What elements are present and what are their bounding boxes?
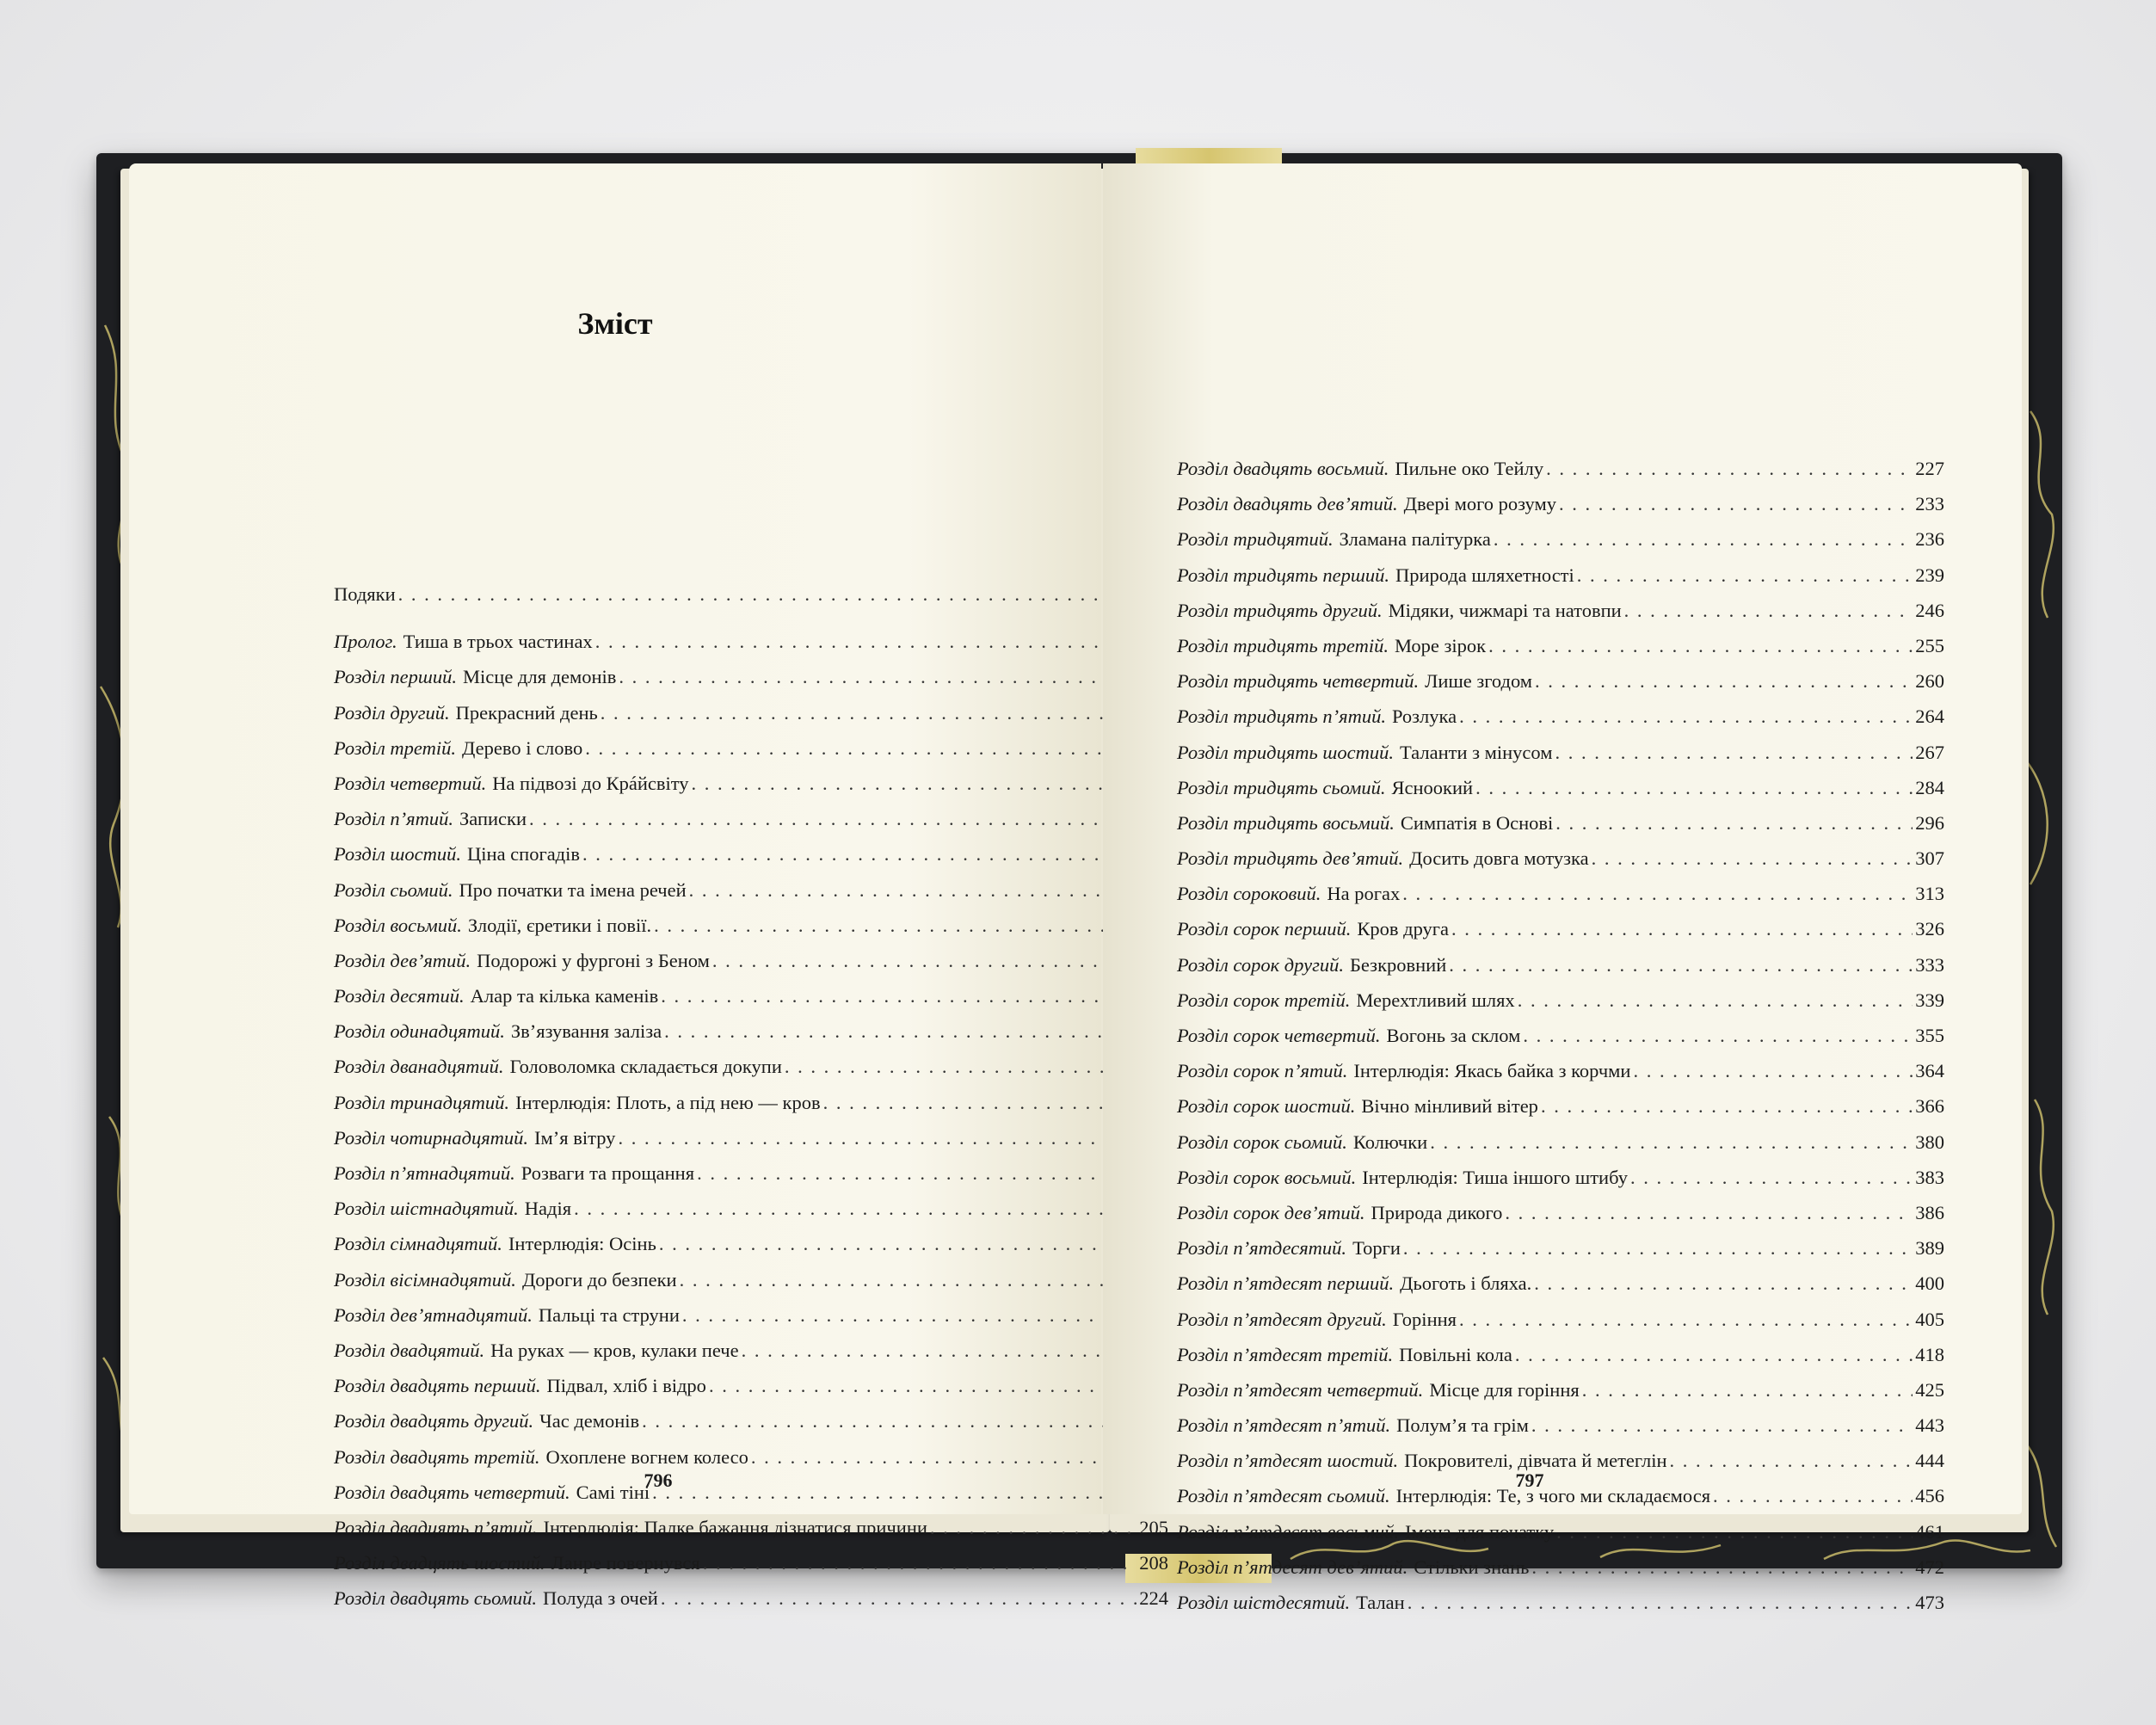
toc-entry-leader xyxy=(642,1403,1137,1439)
toc-entry-page: 405 xyxy=(1915,1308,1944,1330)
toc-entry-title: Безкровний xyxy=(1350,953,1447,976)
toc-entry-title: Покровителі, дівчата й метеглін xyxy=(1404,1450,1667,1472)
toc-entry-title: Дерево і слово xyxy=(462,736,583,759)
toc-entry xyxy=(334,908,1168,943)
toc-entry xyxy=(334,1226,1168,1261)
toc-entry-title: Час демонів xyxy=(539,1410,640,1432)
toc-entry xyxy=(334,872,1168,908)
toc-entry-title: Пальці та струни xyxy=(538,1303,680,1326)
toc-entry-prefix: Розділ тридцять восьмий. xyxy=(1177,811,1395,834)
toc-entry xyxy=(1177,805,1944,841)
toc-entry-title: Інтерлюдія: Плоть, а під нею — кров xyxy=(515,1091,821,1113)
toc-entry-leader xyxy=(1541,1088,1913,1124)
toc-entry-prefix: Розділ восьмий. xyxy=(334,914,462,936)
toc-entry-page: 267 xyxy=(1915,741,1944,763)
toc-entry-title: Дороги до безпеки xyxy=(521,1268,677,1291)
toc-entry-page: 233 xyxy=(1915,493,1944,515)
toc-entry-page: 296 xyxy=(1915,811,1944,834)
toc-entry xyxy=(334,1545,1168,1580)
toc-entry-title: Симпатія в Основі xyxy=(1400,811,1554,834)
toc-entry-prefix: Розділ п’ятдесятий. xyxy=(1177,1237,1347,1260)
toc-entry-title: Розлука xyxy=(1391,705,1457,728)
toc-entry-title: Пильне око Тейлу xyxy=(1395,458,1544,479)
toc-entry-leader xyxy=(1505,1195,1913,1230)
toc-entry-prefix: Пролог. xyxy=(334,631,397,653)
toc-entry-prefix: Розділ двадцять шостий. xyxy=(334,1552,545,1574)
toc-entry-title: Дьоготь і бляха. xyxy=(1400,1272,1532,1295)
toc-entry-title: Двері мого розуму xyxy=(1403,493,1556,515)
toc-entry-leader xyxy=(582,836,1147,872)
toc-entry-prefix: Розділ двадцять дев’ятий. xyxy=(1177,493,1398,515)
toc-entry-page: 339 xyxy=(1915,989,1944,1011)
toc-entry-leader xyxy=(1408,1585,1913,1620)
toc-entry-leader xyxy=(664,1013,1146,1049)
toc-entry-prefix: Розділ третій. xyxy=(334,736,456,759)
toc-entry-title: Мерехтливий шлях xyxy=(1356,989,1515,1011)
toc-entry-leader xyxy=(1556,1514,1913,1549)
toc-entry-title: Кров друга xyxy=(1357,918,1449,940)
toc-entry-leader xyxy=(1488,628,1913,663)
toc-entry-title: Розваги та прощання xyxy=(521,1162,695,1184)
toc-entry xyxy=(1177,1514,1944,1549)
toc-entry-prefix: Розділ сорок третій. xyxy=(1177,989,1351,1011)
toc-entry-page: 425 xyxy=(1915,1378,1944,1401)
toc-entry-leader xyxy=(1555,735,1913,770)
toc-entry-title: Полум’я та грім xyxy=(1396,1414,1529,1437)
toc-entry xyxy=(1177,628,1944,663)
toc-entry-title: Повільні кола xyxy=(1399,1343,1512,1365)
toc-entry-title: Подяки xyxy=(334,583,396,605)
toc-entry-leader xyxy=(1430,1124,1913,1160)
toc-entry xyxy=(334,659,1168,694)
toc-entry-page: 333 xyxy=(1915,953,1944,976)
toc-entry-leader xyxy=(1534,1266,1913,1301)
toc-entry-page: 205 xyxy=(1139,1516,1168,1538)
toc-entry-title: Талан xyxy=(1356,1592,1405,1613)
toc-entry-leader xyxy=(1515,1337,1913,1372)
toc-entry-page: 443 xyxy=(1915,1414,1944,1437)
toc-entry xyxy=(1177,1053,1944,1088)
toc-entry-page: 264 xyxy=(1915,705,1944,728)
toc-entry-leader xyxy=(682,1297,1137,1333)
toc-entry-title: На руках — кров, кулаки пече xyxy=(490,1339,739,1361)
toc-entry xyxy=(1177,983,1944,1018)
toc-entry-page: 456 xyxy=(1915,1485,1944,1507)
toc-entry xyxy=(334,624,1168,659)
toc-entry-prefix: Розділ сорок шостий. xyxy=(1177,1095,1356,1118)
toc-entry xyxy=(1177,1408,1944,1443)
toc-entry-prefix: Розділ сорок другий. xyxy=(1177,953,1344,976)
toc-entry-leader xyxy=(574,1191,1137,1226)
toc-entry-title: Тиша в трьох частинах xyxy=(403,631,593,653)
toc-entry xyxy=(334,1049,1168,1084)
toc-entry-title: Вічно мінливий вітер xyxy=(1361,1095,1538,1118)
toc-entry-leader xyxy=(1531,1408,1913,1443)
toc-entry-title: Лише згодом xyxy=(1425,670,1533,693)
toc-entry-prefix: Розділ двадцять другий. xyxy=(334,1410,534,1432)
toc-entry xyxy=(1177,521,1944,557)
toc-entry xyxy=(1177,558,1944,593)
toc-entry-leader xyxy=(1670,1443,1913,1478)
toc-entry xyxy=(334,943,1168,978)
toc-entry-page: 284 xyxy=(1915,776,1944,798)
toc-entry-title: Ланре повернувся xyxy=(551,1552,700,1574)
toc-entry-page: 236 xyxy=(1915,528,1944,551)
toc-entry xyxy=(1177,451,1944,486)
toc-entry-leader xyxy=(785,1049,1137,1084)
toc-entry xyxy=(1177,1195,1944,1230)
toc-entry-leader xyxy=(652,1475,1137,1510)
toc-entry-page: 355 xyxy=(1915,1025,1944,1046)
toc-entry xyxy=(1177,1337,1944,1372)
toc-entry-prefix: Розділ одинадцятий. xyxy=(334,1020,505,1043)
toc-entry-leader xyxy=(1546,451,1913,486)
toc-entry-title: Інтерлюдія: Палке бажання дізнатися причини xyxy=(543,1516,927,1538)
toc-list-right xyxy=(1177,451,1944,1620)
toc-entry xyxy=(1177,735,1944,770)
left-page xyxy=(129,163,1168,1610)
toc-entry-leader xyxy=(1494,521,1913,557)
toc-entry-prefix: Розділ шістнадцятий. xyxy=(334,1198,519,1220)
toc-entry-leader xyxy=(1630,1160,1913,1195)
toc-entry xyxy=(334,801,1168,836)
toc-entry-leader xyxy=(529,801,1146,836)
toc-entry xyxy=(334,1155,1168,1191)
toc-entry xyxy=(1177,1088,1944,1124)
toc-entry xyxy=(334,1368,1168,1403)
toc-entry-page: 380 xyxy=(1915,1130,1944,1153)
toc-entry-leader xyxy=(742,1333,1137,1368)
toc-entry xyxy=(1177,1585,1944,1620)
toc-entry-leader xyxy=(1531,1549,1913,1585)
toc-entry-prefix: Розділ перший. xyxy=(334,666,458,688)
toc-entry-leader xyxy=(692,766,1147,801)
toc-entry-prefix: Розділ сімнадцятий. xyxy=(334,1233,502,1255)
toc-entry xyxy=(1177,663,1944,699)
toc-entry-prefix: Розділ другий. xyxy=(334,701,450,724)
toc-entry xyxy=(334,1085,1168,1120)
toc-entry-leader xyxy=(1559,486,1913,521)
toc-entry-prefix: Розділ п’ятдесят дев’ятий. xyxy=(1177,1556,1408,1578)
toc-list-left xyxy=(334,576,1168,1616)
toc-entry-leader xyxy=(398,576,1156,612)
toc-entry-prefix: Розділ десятий. xyxy=(334,985,465,1007)
toc-entry-prefix: Розділ п’ятдесят другий. xyxy=(1177,1308,1387,1330)
toc-entry-leader xyxy=(618,1120,1137,1155)
toc-entry-leader xyxy=(1475,770,1913,805)
toc-entry xyxy=(1177,1549,1944,1585)
toc-entry-leader xyxy=(1582,1372,1913,1408)
toc-entry xyxy=(334,1510,1168,1545)
toc-entry-prefix: Розділ сорок четвертий. xyxy=(1177,1025,1381,1046)
toc-entry-prefix: Розділ тридцять дев’ятий. xyxy=(1177,847,1404,870)
toc-entry-prefix: Розділ тридцять п’ятий. xyxy=(1177,705,1386,728)
toc-entry xyxy=(1177,1018,1944,1053)
toc-entry-title: Таланти з мінусом xyxy=(1399,741,1553,763)
toc-entry-prefix: Розділ сороковий. xyxy=(1177,883,1321,905)
toc-entry-page: 307 xyxy=(1915,847,1944,870)
toc-entry-leader xyxy=(1535,663,1913,699)
toc-entry-page: 386 xyxy=(1915,1201,1944,1223)
toc-entry-prefix: Розділ дванадцятий. xyxy=(334,1056,504,1078)
toc-entry-title: Ціна спогадів xyxy=(467,843,580,866)
toc-entry-title: Надія xyxy=(524,1198,572,1220)
toc-entry-prefix: Розділ дев’ятнадцятий. xyxy=(334,1303,533,1326)
toc-entry-leader xyxy=(1402,876,1913,911)
toc-entry-prefix: Розділ тридцять перший. xyxy=(1177,564,1389,586)
toc-entry-title: Зв’язування заліза xyxy=(510,1020,662,1043)
toc-entry xyxy=(1177,593,1944,628)
toc-entry-prefix: Розділ вісімнадцятий. xyxy=(334,1268,516,1291)
toc-entry-prefix: Розділ п’ятдесят перший. xyxy=(1177,1272,1395,1295)
toc-entry-prefix: Розділ двадцять п’ятий. xyxy=(334,1516,538,1538)
toc-entry-title: Вогонь за склом xyxy=(1386,1025,1521,1046)
toc-entry-leader xyxy=(1624,593,1913,628)
toc-entry-prefix: Розділ двадцять третій. xyxy=(334,1445,540,1468)
toc-entry-title: Мідяки, чижмарі та натовпи xyxy=(1388,599,1622,621)
toc-entry-title: Зламана палітурка xyxy=(1339,528,1491,551)
toc-entry-title: Ім’я вітру xyxy=(534,1126,616,1149)
toc-entry-prefix: Розділ п’ятдесят шостий. xyxy=(1177,1450,1399,1472)
toc-entry xyxy=(1177,1124,1944,1160)
toc-entry xyxy=(334,1262,1168,1297)
toc-entry-title: Горіння xyxy=(1392,1308,1457,1330)
toc-entry-prefix: Розділ двадцять сьомий. xyxy=(334,1587,537,1610)
toc-entry xyxy=(1177,1266,1944,1301)
toc-entry-leader xyxy=(1555,805,1913,841)
toc-entry xyxy=(1177,1372,1944,1408)
toc-entry xyxy=(1177,770,1944,805)
toc-entry-leader xyxy=(585,730,1146,766)
toc-entry-prefix: Розділ двадцятий. xyxy=(334,1339,485,1361)
toc-entry-title: Інтерлюдія: Тиша іншого штибу xyxy=(1362,1166,1628,1188)
toc-entry-leader xyxy=(595,624,1148,659)
toc-entry-title: Місце для демонів xyxy=(463,666,617,688)
toc-entry-leader xyxy=(1523,1018,1913,1053)
toc-entry xyxy=(334,1297,1168,1333)
toc-entry-title: Самі тіні xyxy=(576,1481,650,1503)
toc-entry-prefix: Розділ сорок перший. xyxy=(1177,918,1352,940)
toc-entry-leader xyxy=(930,1510,1137,1545)
toc-entry-prefix: Розділ тридцятий. xyxy=(1177,528,1334,551)
toc-entry-page: 472 xyxy=(1915,1556,1944,1578)
toc-entry-title: Прекрасний день xyxy=(455,701,598,724)
toc-entry-prefix: Розділ п’ятнадцятий. xyxy=(334,1162,515,1184)
toc-entry-page: 418 xyxy=(1915,1343,1944,1365)
toc-entry-leader xyxy=(659,1226,1137,1261)
toc-entry-prefix: Розділ п’ятдесят сьомий. xyxy=(1177,1485,1390,1507)
toc-entry xyxy=(1177,841,1944,876)
toc-entry xyxy=(334,695,1168,730)
toc-entry xyxy=(334,1403,1168,1439)
toc-entry-page: 326 xyxy=(1915,918,1944,940)
toc-entry-prefix: Розділ тридцять третій. xyxy=(1177,634,1389,656)
toc-entry-leader xyxy=(680,1262,1137,1297)
toc-entry-title: Охоплене вогнем колесо xyxy=(545,1445,748,1468)
toc-entry-title: Полуда з очей xyxy=(543,1587,658,1610)
toc-entry-title: Інтерлюдія: Якась байка з корчми xyxy=(1353,1060,1631,1082)
toc-entry xyxy=(334,576,1168,612)
toc-entry-prefix: Розділ сорок восьмий. xyxy=(1177,1166,1357,1188)
toc-entry-prefix: Розділ сьомий. xyxy=(334,878,453,901)
toc-entry-title: На рогах xyxy=(1327,883,1401,905)
toc-entry-leader xyxy=(654,908,1146,943)
toc-entry-page: 400 xyxy=(1915,1272,1944,1295)
toc-entry xyxy=(334,1475,1168,1510)
toc-entry-leader xyxy=(1451,911,1913,946)
toc-entry-title: Злодії, єретики і повії. xyxy=(467,914,652,936)
toc-entry-leader xyxy=(1713,1478,1913,1513)
toc-entry-leader xyxy=(689,872,1147,908)
toc-entry-title: Природа шляхетності xyxy=(1395,564,1574,586)
toc-entry-leader xyxy=(751,1439,1137,1475)
toc-entry-leader xyxy=(1633,1053,1913,1088)
toc-entry-prefix: Розділ сорок дев’ятий. xyxy=(1177,1201,1365,1223)
toc-entry-title: Подорожі у фургоні з Беном xyxy=(477,949,710,971)
toc-entry-page: 366 xyxy=(1915,1095,1944,1118)
toc-entry-title: На підвозі до Крáйсвіту xyxy=(492,772,689,794)
toc-entry-page: 246 xyxy=(1915,599,1944,621)
toc-entry xyxy=(334,1120,1168,1155)
toc-entry-page: 389 xyxy=(1915,1237,1944,1260)
toc-entry-title: Підвал, хліб і відро xyxy=(546,1375,706,1397)
toc-entry-page: 224 xyxy=(1139,1587,1168,1610)
toc-entry xyxy=(334,730,1168,766)
toc-entry-leader xyxy=(823,1085,1137,1120)
toc-entry-leader xyxy=(709,1368,1137,1403)
toc-entry-prefix: Розділ тридцять шостий. xyxy=(1177,741,1394,763)
toc-entry-title: Колючки xyxy=(1352,1130,1428,1153)
toc-entry-title: Алар та кілька каменів xyxy=(470,985,659,1007)
toc-entry xyxy=(334,766,1168,801)
toc-entry-title: Інтерлюдія: Те, з чого ми складаємося xyxy=(1395,1485,1711,1507)
page-number-right: 797 xyxy=(1515,1469,1544,1491)
toc-entry xyxy=(1177,1230,1944,1266)
toc-entry-leader xyxy=(1459,1302,1913,1337)
toc-entry-page: 313 xyxy=(1915,883,1944,905)
toc-entry-prefix: Розділ двадцять восьмий. xyxy=(1177,458,1389,479)
toc-entry xyxy=(1177,486,1944,521)
toc-entry-title: Природа дикого xyxy=(1371,1201,1503,1223)
toc-entry-title: Інтерлюдія: Осінь xyxy=(508,1233,656,1255)
toc-entry-leader xyxy=(1459,699,1913,734)
toc-entry xyxy=(334,978,1168,1013)
toc-entry-leader xyxy=(1449,947,1913,983)
toc-entry-page: 208 xyxy=(1139,1552,1168,1574)
toc-entry-prefix: Розділ сорок сьомий. xyxy=(1177,1130,1347,1153)
toc-entry-title: Головоломка складається докупи xyxy=(509,1056,782,1078)
page-number-left: 796 xyxy=(644,1469,673,1491)
toc-entry-prefix: Розділ тридцять другий. xyxy=(1177,599,1383,621)
toc-entry-page: 227 xyxy=(1915,458,1944,479)
toc-entry-leader xyxy=(712,943,1147,978)
toc-entry-prefix: Розділ сорок п’ятий. xyxy=(1177,1060,1348,1082)
toc-entry xyxy=(334,1013,1168,1049)
toc-entry xyxy=(334,1191,1168,1226)
toc-entry-page: 383 xyxy=(1915,1166,1944,1188)
toc-entry-leader xyxy=(703,1545,1137,1580)
toc-entry-title: Місце для горіння xyxy=(1429,1378,1580,1401)
toc-entry-leader xyxy=(697,1155,1137,1191)
toc-entry-prefix: Розділ тринадцятий. xyxy=(334,1091,510,1113)
toc-entry-leader xyxy=(661,978,1146,1013)
toc-entry-page: 444 xyxy=(1915,1450,1944,1472)
toc-entry-leader xyxy=(601,695,1147,730)
toc-entry-page: 461 xyxy=(1915,1520,1944,1543)
toc-entry-title: Досить довга мотузка xyxy=(1409,847,1589,870)
toc-entry-page: 260 xyxy=(1915,670,1944,693)
toc-entry-title: Про початки та імена речей xyxy=(459,878,687,901)
toc-entry xyxy=(1177,1302,1944,1337)
toc-entry-prefix: Розділ шістдесятий. xyxy=(1177,1592,1351,1613)
toc-entry-prefix: Розділ двадцять перший. xyxy=(334,1375,541,1397)
toc-entry xyxy=(1177,699,1944,734)
toc-entry-leader xyxy=(1518,983,1913,1018)
toc-entry xyxy=(1177,911,1944,946)
toc-entry-page: 473 xyxy=(1915,1592,1944,1613)
toc-entry-title: Записки xyxy=(459,808,527,830)
toc-entry-prefix: Розділ тридцять сьомий. xyxy=(1177,776,1386,798)
toc-entry-prefix: Розділ тридцять четвертий. xyxy=(1177,670,1420,693)
toc-entry-page: 364 xyxy=(1915,1060,1944,1082)
toc-entry-leader xyxy=(1403,1230,1913,1266)
toc-entry-leader xyxy=(661,1580,1137,1616)
toc-title: Зміст xyxy=(577,306,653,341)
toc-entry xyxy=(334,1580,1168,1616)
toc-entry xyxy=(1177,947,1944,983)
toc-entry-leader xyxy=(619,659,1146,694)
toc-entry-prefix: Розділ четвертий. xyxy=(334,772,487,794)
toc-entry-prefix: Розділ п’ятий. xyxy=(334,808,454,830)
toc-entry-prefix: Розділ п’ятдесят третій. xyxy=(1177,1343,1394,1365)
toc-entry-prefix: Розділ шостий. xyxy=(334,843,462,866)
toc-entry-page: 239 xyxy=(1915,564,1944,586)
toc-entry xyxy=(334,836,1168,872)
toc-entry xyxy=(334,1333,1168,1368)
toc-entry xyxy=(1177,876,1944,911)
toc-entry-prefix: Розділ п’ятдесят восьмий. xyxy=(1177,1520,1399,1543)
toc-entry-prefix: Розділ п’ятдесят п’ятий. xyxy=(1177,1414,1391,1437)
toc-entry-title: Торги xyxy=(1352,1237,1401,1260)
toc-entry-prefix: Розділ дев’ятий. xyxy=(334,949,471,971)
toc-entry-leader xyxy=(1577,558,1913,593)
toc-entry-title: Ясноокий xyxy=(1391,776,1474,798)
toc-entry xyxy=(334,1439,1168,1475)
toc-entry-prefix: Розділ п’ятдесят четвертий. xyxy=(1177,1378,1424,1401)
toc-entry-page: 255 xyxy=(1915,634,1944,656)
toc-entry-title: Море зірок xyxy=(1394,634,1487,656)
toc-entry-prefix: Розділ двадцять четвертий. xyxy=(334,1481,570,1503)
toc-entry-title: Стільки знань xyxy=(1414,1556,1530,1578)
toc-entry xyxy=(1177,1160,1944,1195)
toc-entry-title: Імена для початку xyxy=(1404,1520,1555,1543)
toc-entry-prefix: Розділ чотирнадцятий. xyxy=(334,1126,529,1149)
toc-entry-leader xyxy=(1592,841,1913,876)
